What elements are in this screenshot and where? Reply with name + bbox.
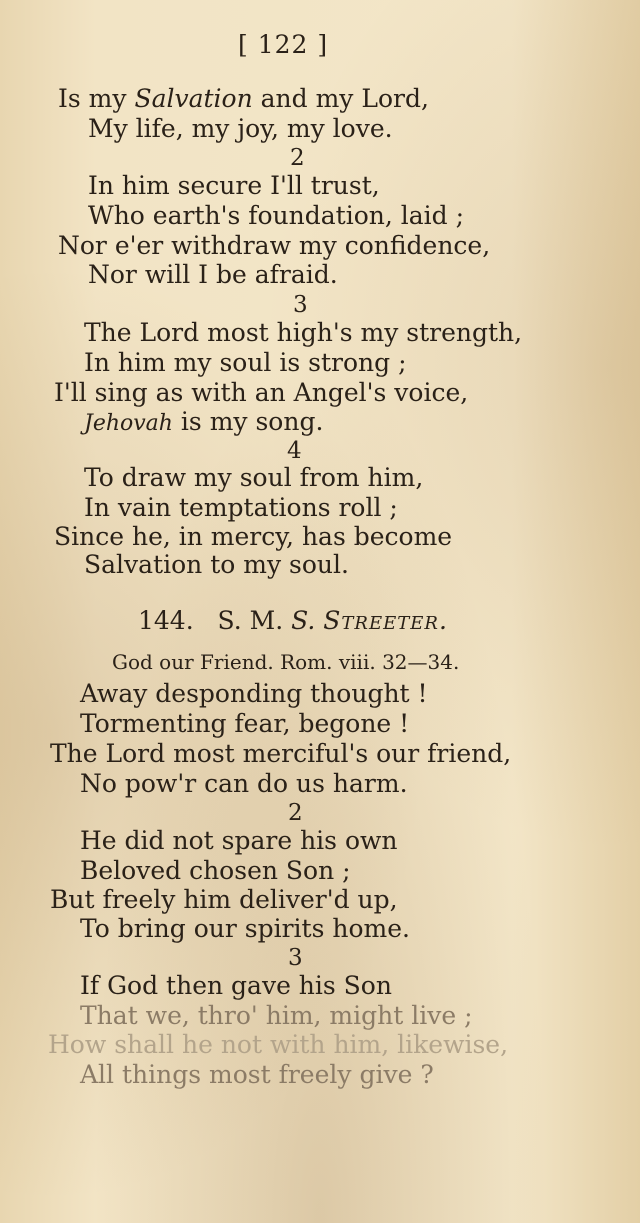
verse-line: Since he, in mercy, has become (54, 522, 453, 551)
verse-line: Tormenting fear, begone ! (80, 709, 410, 738)
verse-line: In him secure I'll trust, (88, 171, 380, 200)
verse-line: The Lord most high's my strength, (84, 318, 523, 347)
emphasis-salvation: Salvation (134, 84, 253, 113)
verse-line: To bring our spirits home. (80, 914, 410, 943)
hymn-author: Streeter. (323, 606, 448, 635)
author-initial: S. (291, 606, 316, 635)
verse-line: Salvation to my soul. (84, 550, 349, 579)
verse-line: But freely him deliver'd up, (50, 885, 398, 914)
verse-line: Who earth's foundation, laid ; (88, 201, 465, 230)
text-fragment: is my song. (172, 407, 324, 436)
verse-line: Nor will I be afraid. (88, 260, 338, 289)
verse-line: In vain temptations roll ; (84, 493, 398, 522)
hymn-heading (138, 606, 448, 636)
verse-line: How shall he not with him, likewise, (48, 1030, 509, 1059)
verse-line: Away desponding thought ! (80, 679, 428, 708)
verse-line: If God then gave his Son (80, 971, 392, 1000)
emphasis-jehovah: Jehovah (84, 411, 173, 436)
hymn-meter: S. M. (217, 606, 284, 635)
verse-number: 2 (288, 800, 303, 826)
verse-line: In him my soul is strong ; (84, 348, 407, 377)
verse-line: I'll sing as with an Angel's voice, (54, 378, 469, 407)
page-number: [ 122 ] (238, 30, 329, 59)
verse-line: My life, my joy, my love. (88, 114, 393, 143)
verse-line (58, 84, 429, 114)
text-fragment: and my Lord, (252, 84, 429, 113)
verse-line: No pow'r can do us harm. (80, 769, 408, 798)
verse-number: 3 (293, 292, 308, 318)
verse-line: To draw my soul from him, (84, 463, 424, 492)
verse-number: 3 (288, 945, 303, 971)
verse-line: All things most freely give ? (80, 1060, 434, 1089)
verse-line: Nor e'er withdraw my confidence, (58, 231, 491, 260)
verse-line: He did not spare his own (80, 826, 398, 855)
verse-number: 4 (287, 438, 302, 464)
verse-line: That we, thro' him, might live ; (80, 1001, 473, 1030)
hymn-number: 144. (138, 606, 194, 635)
text-fragment: Is my (58, 84, 135, 113)
verse-number: 2 (290, 145, 305, 171)
verse-line: Beloved chosen Son ; (80, 856, 351, 885)
hymn-subtitle: God our Friend. Rom. viii. 32—34. (112, 650, 460, 674)
verse-line: The Lord most merciful's our friend, (50, 739, 512, 768)
verse-line (84, 407, 323, 439)
